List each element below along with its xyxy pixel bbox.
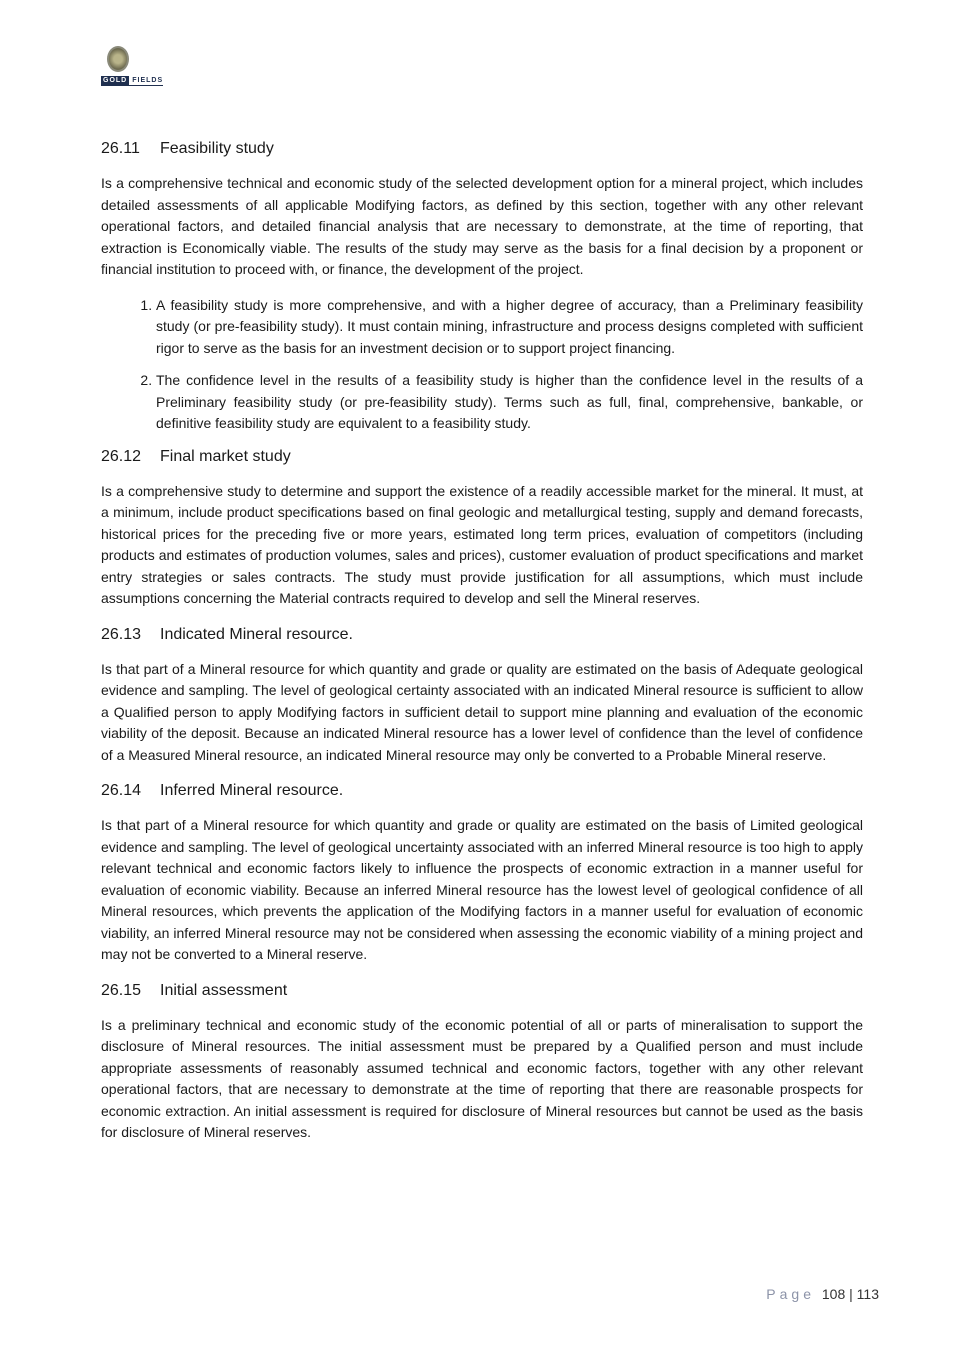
list-item: 2. The confidence level in the results of a feasibility study is higher than the confidence level in the results of a Preliminary feasibility study (or pre-feasibility study). Terms such as full, final, comprehensive, bankable, or definitive feasibility study are equivalent to a feasibility study.: [156, 370, 863, 435]
section-number: 26.15: [101, 981, 142, 999]
section-number: 26.13: [101, 625, 142, 643]
section-heading: [101, 138, 863, 160]
section-paragraph: Is a comprehensive study to determine and support the existence of a readily accessible market for the mineral. It must, at a minimum, include product specifications based on final geologic and metallurgical testing, supply and demand forecasts, historical prices for the preceding five or more years, estimated long term prices, evaluation of competitors (including products and estimates of production volumes, sales and prices), customer evaluation of product specifications and market entry strategies or sales contracts. The study must provide justification for all assumptions, which must include assumptions concerning the Material contracts required to develop and sell the Mineral reserves.: [101, 482, 863, 606]
section-title: Inferred Mineral resource.: [160, 782, 344, 799]
page-number: 108: [821, 1286, 846, 1302]
numbered-list: [101, 295, 863, 435]
page-total: 113: [856, 1286, 879, 1302]
page-label: Page: [766, 1286, 815, 1302]
section-paragraph: Is a preliminary technical and economic study of the economic potential of all or parts of mineralisation to support the disclosure of Mineral resources. The initial assessment must be prepared by a Qualified person and must include appropriate assessments of reasonably assumed technical and economic factors, together with any other relevant operational factors, that are necessary to demonstrate at the time of reporting that there are reasonable prospects for economic extraction. An initial assessment is required for disclosure of Mineral resources but cannot be used as the basis for disclosure of Mineral reserves.: [101, 1016, 863, 1140]
section-title: Feasibility study: [160, 140, 274, 157]
section-paragraph: Is that part of a Mineral resource for which quantity and grade or quality are estimated on the basis of Adequate geological evidence and sampling. The level of geological certainty associated with an indicated Mineral resource is sufficient to allow a Qualified person to apply Modifying factors in sufficient detail to support mine planning and evaluation of the economic viability of the deposit. Because an indicated Mineral resource has a lower level of confidence than the level of confidence of a Measured Mineral resource, an indicated Mineral resource may only be converted to a Probable Mineral reserve.: [101, 660, 863, 763]
logo-wordmark: [101, 76, 167, 86]
section-number: 26.14: [101, 782, 142, 799]
section-title: Indicated Mineral resource.: [160, 625, 353, 643]
section-number: 26.11: [101, 140, 140, 157]
document-body: [101, 138, 863, 1158]
page-separator: |: [849, 1286, 853, 1302]
section-heading: [101, 780, 863, 802]
company-logo: [101, 46, 167, 88]
section-number: 26.12: [101, 447, 142, 465]
logo-fields: FIELDS: [129, 76, 163, 86]
crest-icon: [107, 46, 129, 72]
section-heading: [101, 446, 863, 468]
section-heading: [101, 980, 863, 1002]
section-paragraph: Is that part of a Mineral resource for which quantity and grade or quality are estimated on the basis of Limited geological evidence and sampling. The level of geological uncertainty associated with an inferred Mineral resource is too high to apply relevant technical and economic factors likely to influence the prospects of economic extraction in a manner useful for evaluation of economic viability. Because an inferred Mineral resource has the lowest level of geological confidence of all Mineral resources, which prevents the application of the Modifying factors in a manner useful for evaluation of economic viability, an inferred Mineral resource may not be considered when assessing the economic viability of a mining project and may not be converted to a Mineral reserve.: [101, 817, 863, 962]
section-paragraph: Is a comprehensive technical and economic study of the selected development option for a mineral project, which includes detailed assessments of all applicable Modifying factors, as defined by this section, together with any other relevant operational factors, and detailed financial analysis that are necessary to demonstrate, at the time of reporting, that extraction is Economically viable. The results of the study may serve as the basis for a final decision by a proponent or financial institution to proceed with, or finance, the development of the project.: [101, 175, 863, 277]
section-title: Final market study: [160, 447, 291, 465]
list-item: 1. A feasibility study is more comprehensive, and with a higher degree of accuracy, than a Preliminary feasibility study (or pre-feasibility study). It must contain mining, infrastructure and process designs completed with sufficient rigor to serve as the basis for an investment decision or to support project financing.: [156, 295, 863, 360]
section-heading: [101, 624, 863, 646]
section-title: Initial assessment: [160, 981, 288, 999]
page-footer: [766, 1286, 879, 1302]
logo-gold: GOLD: [103, 77, 128, 84]
